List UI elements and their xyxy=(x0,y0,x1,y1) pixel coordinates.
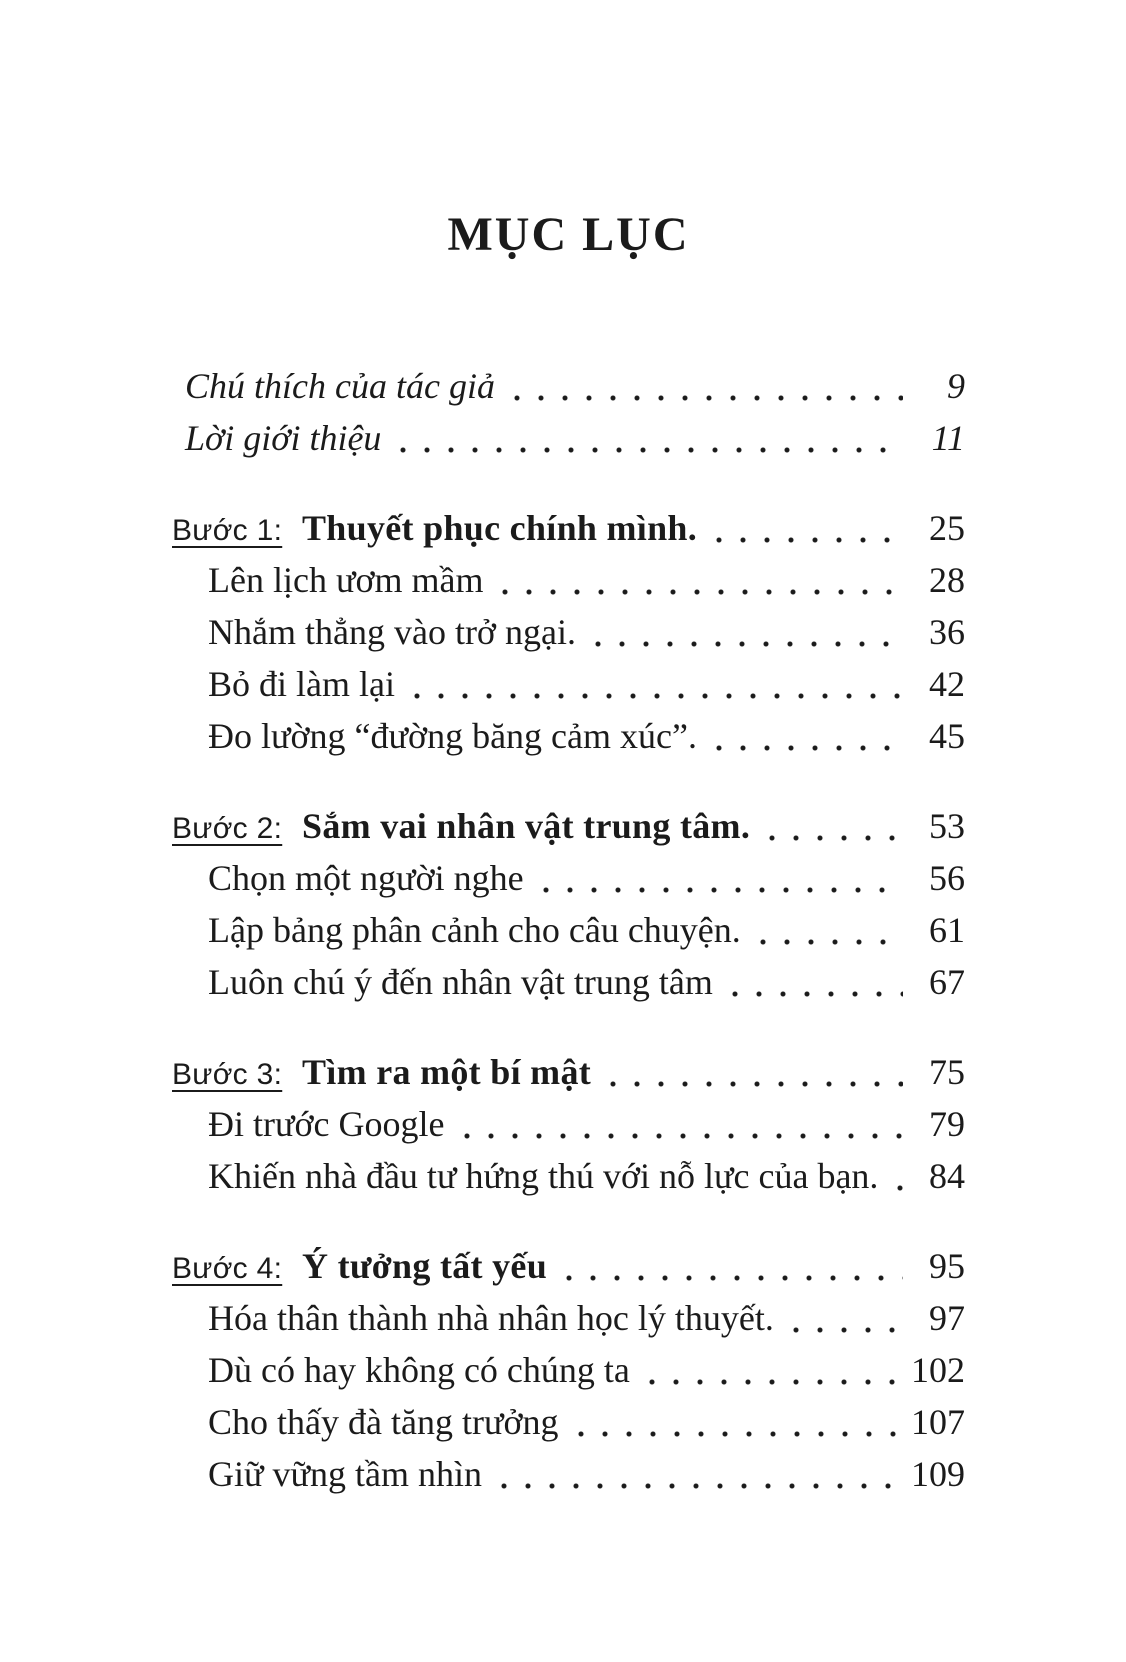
dot-leader xyxy=(751,904,903,956)
entry-title: Lên lịch ươm mầm xyxy=(208,560,484,600)
entry-title: Bỏ đi làm lại xyxy=(208,664,395,704)
dot-leader xyxy=(534,852,903,904)
toc-entry xyxy=(172,360,965,412)
entry-title: Ý tưởng tất yếu xyxy=(302,1246,548,1286)
toc-entry xyxy=(172,956,965,1008)
entry-title: Chú thích của tác giả xyxy=(185,366,495,406)
dot-leader xyxy=(492,1448,903,1500)
toc-entry xyxy=(172,412,965,464)
entry-title: Lời giới thiệu xyxy=(185,418,382,458)
toc-entry xyxy=(172,1292,965,1344)
dot-leader xyxy=(391,412,903,464)
toc-entry xyxy=(172,658,965,710)
entry-title: Giữ vững tầm nhìn xyxy=(208,1454,483,1494)
toc-entry xyxy=(172,1046,965,1098)
dot-leader xyxy=(723,956,903,1008)
dot-leader xyxy=(569,1396,904,1448)
entry-title: Khiến nhà đầu tư hứng thú với nỗ lực của bạn. xyxy=(208,1156,879,1196)
toc-entry xyxy=(172,1448,965,1500)
entry-title: Tìm ra một bí mật xyxy=(302,1052,592,1092)
dot-leader xyxy=(586,606,903,658)
step-label: Bước 2: xyxy=(172,812,283,845)
page-number: 97 xyxy=(929,1298,965,1338)
toc-entry xyxy=(172,852,965,904)
page-number: 107 xyxy=(911,1402,965,1442)
toc-entry xyxy=(172,554,965,606)
step-label: Bước 1: xyxy=(172,514,283,547)
page-number: 75 xyxy=(929,1052,965,1092)
page-number: 79 xyxy=(929,1104,965,1144)
page-number: 45 xyxy=(929,716,965,756)
entry-title: Sắm vai nhân vật trung tâm. xyxy=(302,806,751,846)
dot-leader xyxy=(601,1046,903,1098)
page-number: 9 xyxy=(947,366,965,406)
entry-title: Đo lường “đường băng cảm xúc”. xyxy=(208,716,697,756)
toc-entry xyxy=(172,502,965,554)
toc-entry xyxy=(172,1150,965,1202)
page-number: 11 xyxy=(931,418,965,458)
entry-title: Hóa thân thành nhà nhân học lý thuyết. xyxy=(208,1298,774,1338)
step-label: Bước 4: xyxy=(172,1252,283,1285)
entry-title: Thuyết phục chính mình. xyxy=(302,508,698,548)
page-number: 36 xyxy=(929,612,965,652)
toc-entry xyxy=(172,904,965,956)
page-title: MỤC LỤC xyxy=(447,208,690,261)
page-number: 28 xyxy=(929,560,965,600)
dot-leader xyxy=(557,1240,903,1292)
page-number: 56 xyxy=(929,858,965,898)
page-number: 61 xyxy=(929,910,965,950)
toc-entry xyxy=(172,710,965,762)
page-number: 53 xyxy=(929,806,965,846)
dot-leader xyxy=(784,1292,903,1344)
dot-leader xyxy=(707,502,903,554)
toc-entry xyxy=(172,1396,965,1448)
dot-leader xyxy=(707,710,903,762)
page-number: 102 xyxy=(911,1350,965,1390)
dot-leader xyxy=(888,1150,903,1202)
entry-title: Luôn chú ý đến nhân vật trung tâm xyxy=(208,962,713,1002)
toc-entry xyxy=(172,1098,965,1150)
entry-title: Dù có hay không có chúng ta xyxy=(208,1350,630,1390)
page-number: 84 xyxy=(929,1156,965,1196)
entry-title: Nhắm thẳng vào trở ngại. xyxy=(208,612,576,652)
table-of-contents xyxy=(172,360,965,1500)
step-label: Bước 3: xyxy=(172,1058,283,1091)
toc-entry xyxy=(172,606,965,658)
entry-title: Đi trước Google xyxy=(208,1104,445,1144)
entry-title: Chọn một người nghe xyxy=(208,858,524,898)
page-number: 42 xyxy=(929,664,965,704)
toc-entry xyxy=(172,1240,965,1292)
toc-entry xyxy=(172,1344,965,1396)
page-number: 67 xyxy=(929,962,965,1002)
toc-entry xyxy=(172,800,965,852)
dot-leader xyxy=(455,1098,904,1150)
dot-leader xyxy=(405,658,903,710)
page-number: 109 xyxy=(911,1454,965,1494)
page-number: 25 xyxy=(929,508,965,548)
dot-leader xyxy=(640,1344,903,1396)
entry-title: Lập bảng phân cảnh cho câu chuyện. xyxy=(208,910,741,950)
dot-leader xyxy=(505,360,903,412)
dot-leader xyxy=(493,554,903,606)
page-number: 95 xyxy=(929,1246,965,1286)
dot-leader xyxy=(760,800,903,852)
entry-title: Cho thấy đà tăng trưởng xyxy=(208,1402,559,1442)
